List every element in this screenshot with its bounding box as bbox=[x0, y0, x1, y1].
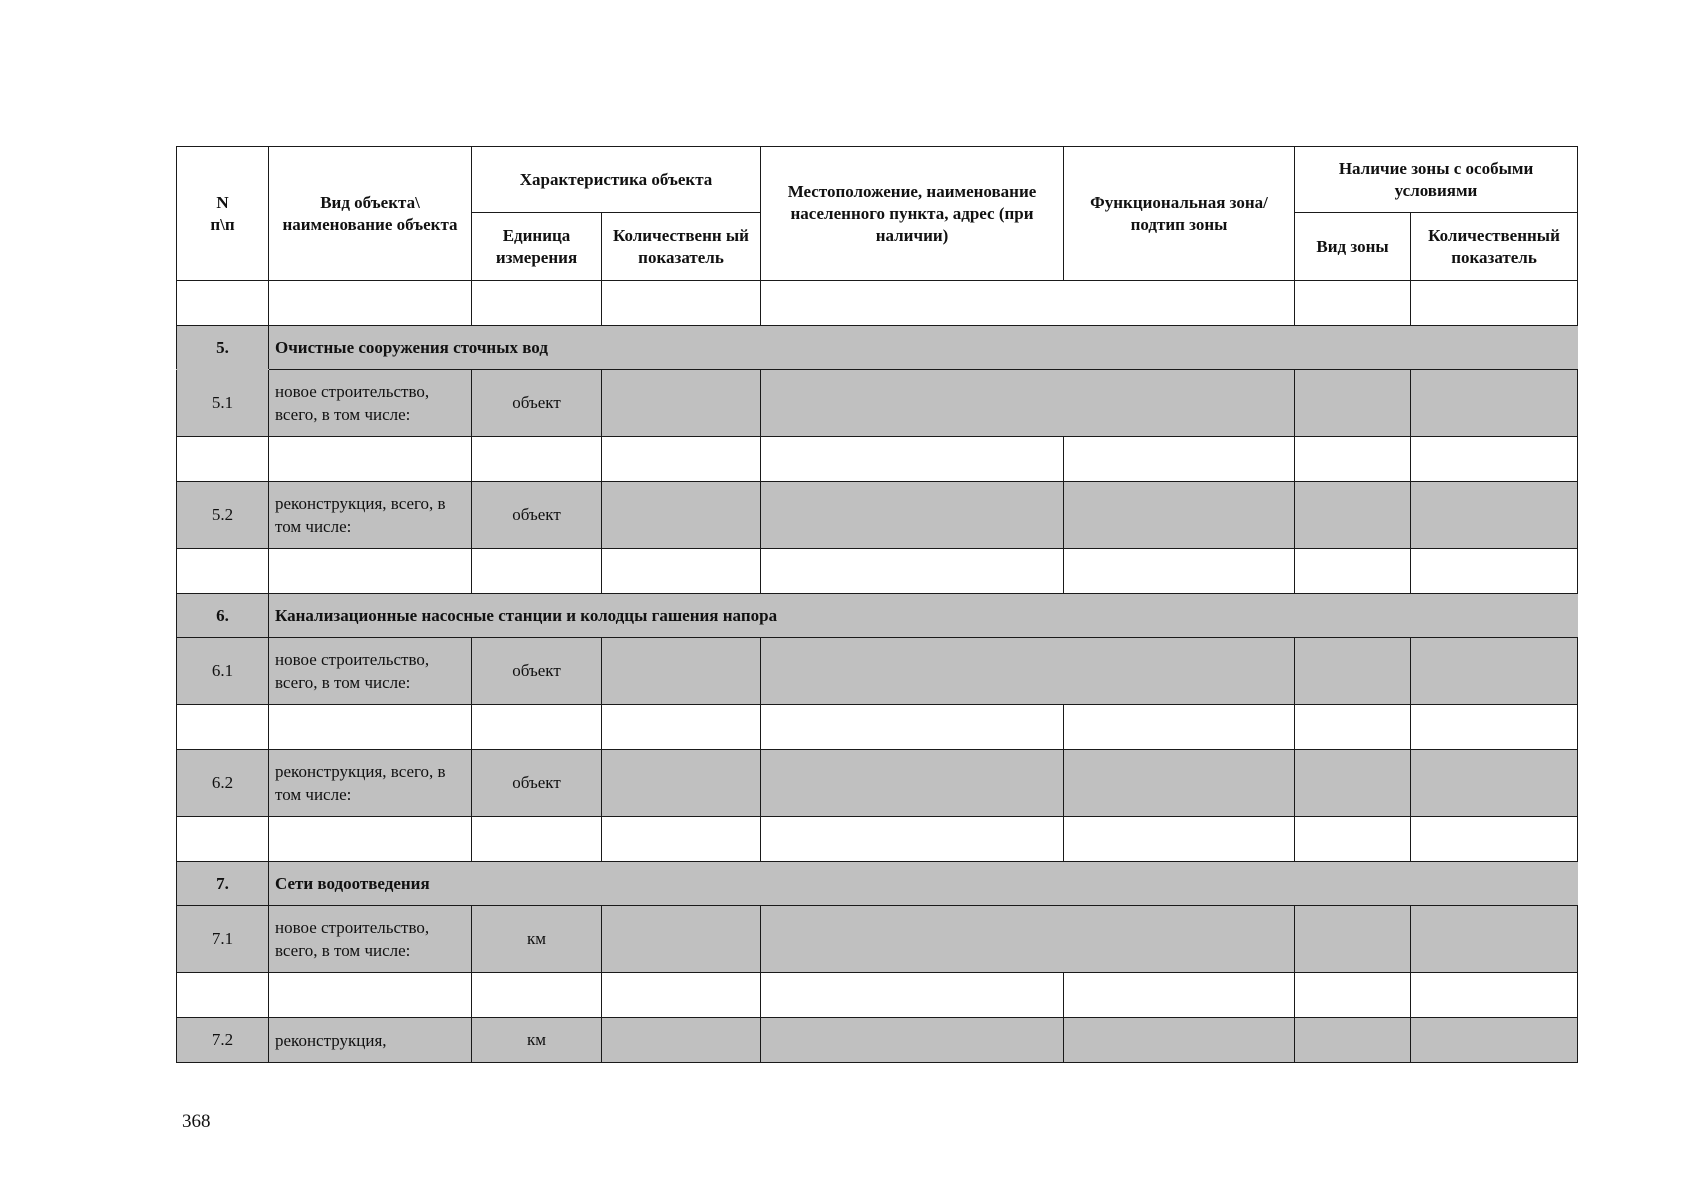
header-zone-type: Вид зоны bbox=[1295, 213, 1411, 281]
row-number: 7.1 bbox=[177, 906, 269, 973]
section-number: 7. bbox=[177, 862, 269, 906]
section-number: 6. bbox=[177, 594, 269, 638]
table-row-blank bbox=[177, 549, 1578, 594]
section-number: 5. bbox=[177, 326, 269, 370]
section-row bbox=[177, 326, 1578, 370]
header-unit: Единица измерения bbox=[472, 213, 602, 281]
table-row bbox=[177, 750, 1578, 817]
table-row-blank bbox=[177, 281, 1578, 326]
table-row-blank bbox=[177, 817, 1578, 862]
header-special-zone: Наличие зоны с особыми условиями bbox=[1295, 147, 1578, 213]
header-zone-quantity: Количественный показатель bbox=[1411, 213, 1578, 281]
section-title: Канализационные насосные станции и колодцы гашения напора bbox=[269, 594, 1578, 638]
row-number: 6.1 bbox=[177, 638, 269, 705]
table-row bbox=[177, 482, 1578, 549]
row-unit: км bbox=[472, 1018, 602, 1063]
header-functional-zone: Функциональная зона/ подтип зоны bbox=[1064, 147, 1295, 281]
section-row bbox=[177, 862, 1578, 906]
section-row bbox=[177, 594, 1578, 638]
row-number: 5.2 bbox=[177, 482, 269, 549]
row-object-name: реконструкция, bbox=[269, 1018, 472, 1063]
row-object-name: новое строительство, всего, в том числе: bbox=[269, 906, 472, 973]
row-unit: объект bbox=[472, 370, 602, 437]
table-row bbox=[177, 370, 1578, 437]
header-location: Местоположение, наименование населенного пункта, адрес (при наличии) bbox=[761, 147, 1064, 281]
table-row bbox=[177, 1018, 1578, 1063]
row-object-name: новое строительство, всего, в том числе: bbox=[269, 370, 472, 437]
section-title: Сети водоотведения bbox=[269, 862, 1578, 906]
table-row bbox=[177, 906, 1578, 973]
table-row-blank bbox=[177, 973, 1578, 1018]
table-row bbox=[177, 638, 1578, 705]
row-unit: объект bbox=[472, 638, 602, 705]
objects-table bbox=[176, 146, 1578, 1063]
table-row-blank bbox=[177, 705, 1578, 750]
row-object-name: реконструкция, всего, в том числе: bbox=[269, 482, 472, 549]
row-number: 6.2 bbox=[177, 750, 269, 817]
page-number: 368 bbox=[182, 1111, 211, 1132]
row-unit: км bbox=[472, 906, 602, 973]
section-title: Очистные сооружения сточных вод bbox=[269, 326, 1578, 370]
header-quantity: Количественн ый показатель bbox=[602, 213, 761, 281]
table-row-blank bbox=[177, 437, 1578, 482]
row-unit: объект bbox=[472, 482, 602, 549]
row-number: 7.2 bbox=[177, 1018, 269, 1063]
header-characteristic: Характеристика объекта bbox=[472, 147, 761, 213]
row-object-name: новое строительство, всего, в том числе: bbox=[269, 638, 472, 705]
row-object-name: реконструкция, всего, в том числе: bbox=[269, 750, 472, 817]
row-number: 5.1 bbox=[177, 370, 269, 437]
header-object-type: Вид объекта\ наименование объекта bbox=[269, 147, 472, 281]
row-unit: объект bbox=[472, 750, 602, 817]
header-num: N п\п bbox=[177, 147, 269, 281]
